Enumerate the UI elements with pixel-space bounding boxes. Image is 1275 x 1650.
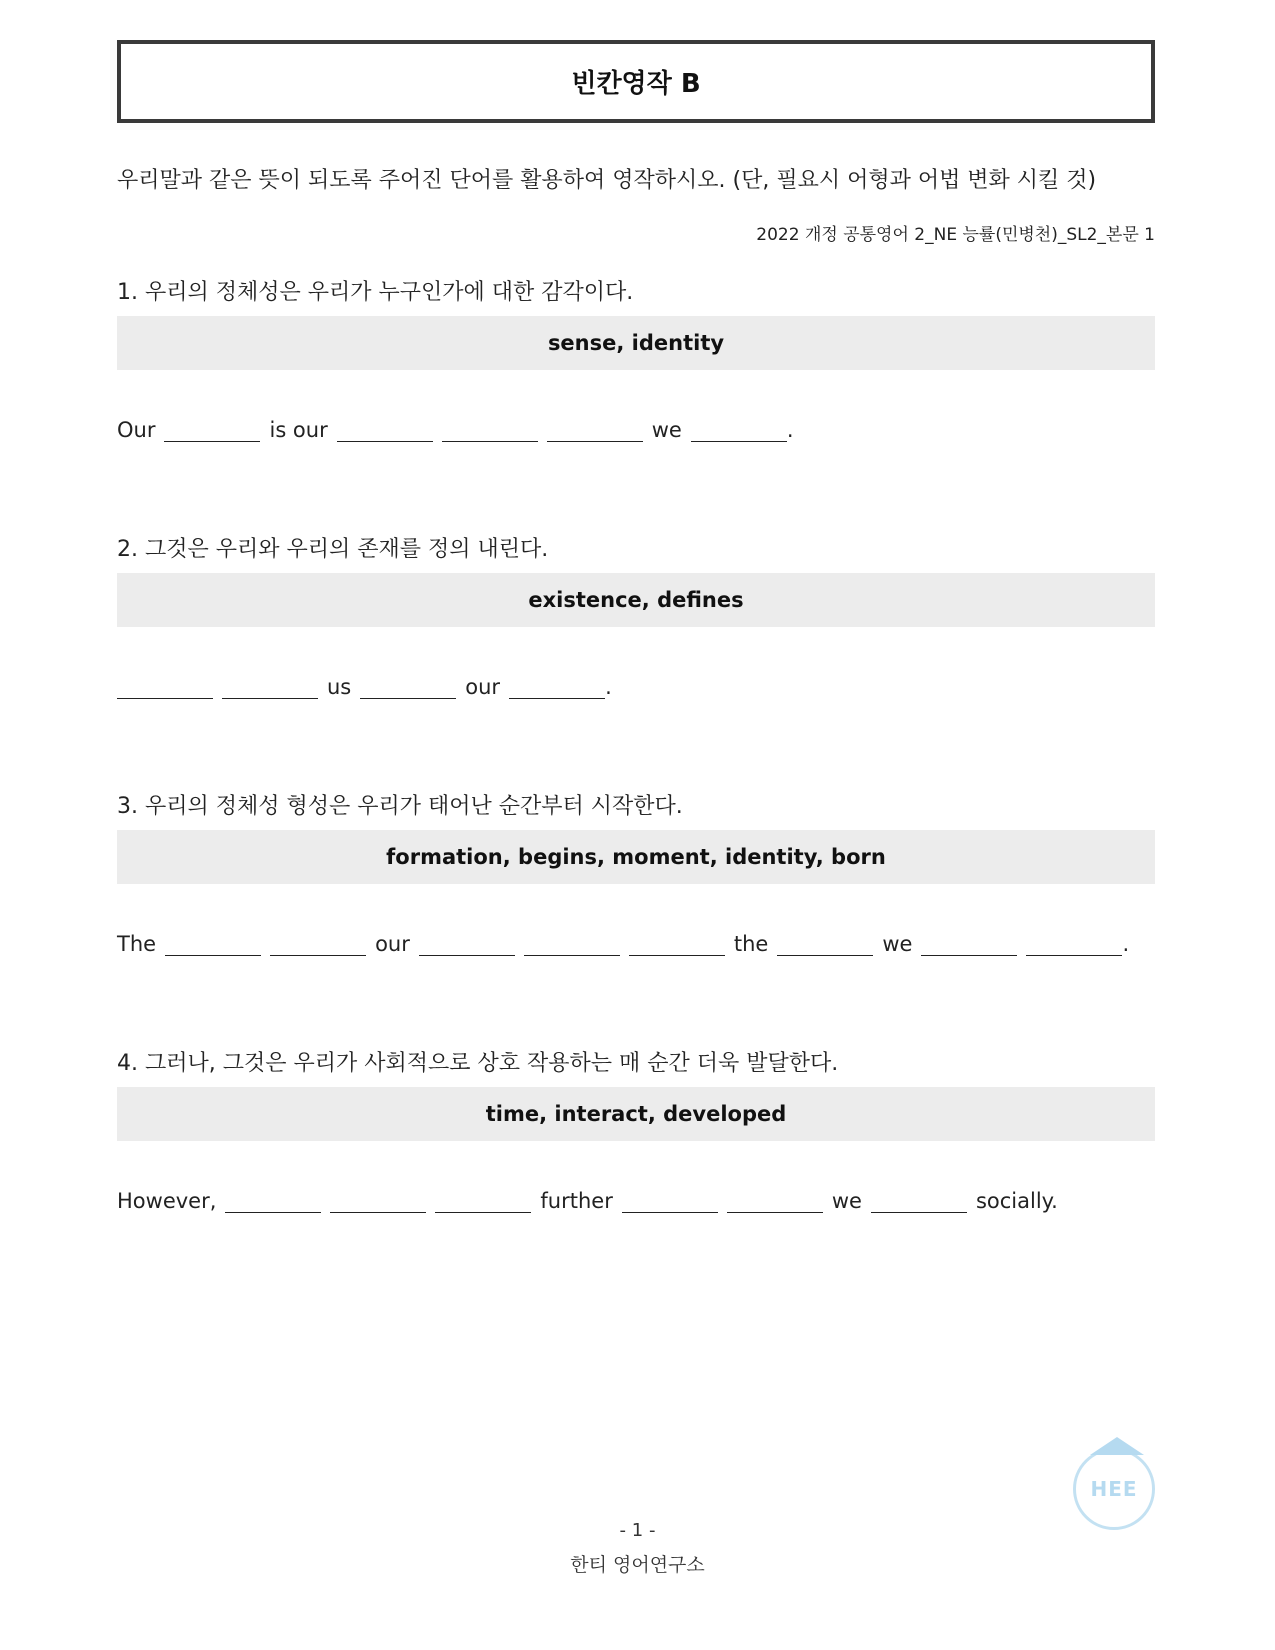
answer-word: Our [117, 418, 156, 442]
answer-line [117, 932, 1155, 956]
answer-blank[interactable] [691, 421, 787, 442]
answer-blank[interactable] [419, 935, 515, 956]
word-hint-box: formation, begins, moment, identity, born [117, 830, 1155, 884]
question-2 [117, 532, 1155, 699]
title-box [117, 40, 1155, 123]
answer-word: socially. [975, 1189, 1058, 1213]
instruction-text: 우리말과 같은 뜻이 되도록 주어진 단어를 활용하여 영작하시오. (단, 필요시 어형과 어법 변화 시킬 것) [117, 168, 1097, 193]
answer-word: our [375, 932, 410, 956]
hee-logo [1073, 1448, 1155, 1530]
answer-word: we [651, 418, 682, 442]
answer-blank[interactable] [777, 935, 873, 956]
answer-blank[interactable] [921, 935, 1017, 956]
question-1 [117, 275, 1155, 442]
answer-word: further [540, 1189, 613, 1213]
page-number: - 1 - [619, 1520, 656, 1541]
answer-blank[interactable] [164, 421, 260, 442]
question-korean: 3. 우리의 정체성 형성은 우리가 태어난 순간부터 시작한다. [117, 794, 683, 819]
answer-punctuation: . [1122, 932, 1130, 956]
institute-name: 한티 영어연구소 [570, 1554, 705, 1576]
word-hint-box: existence, defines [117, 573, 1155, 627]
answer-blank[interactable] [509, 678, 605, 699]
worksheet-page [117, 40, 1155, 1213]
answer-word: we [882, 932, 913, 956]
answer-word: our [465, 675, 501, 699]
word-hint-box: sense, identity [117, 316, 1155, 370]
answer-blank[interactable] [360, 678, 456, 699]
logo-text: HEE [1090, 1477, 1138, 1501]
question-3 [117, 789, 1155, 956]
answer-word: is our [269, 418, 328, 442]
answer-blank[interactable] [629, 935, 725, 956]
answer-blank[interactable] [117, 678, 213, 699]
answer-blank[interactable] [165, 935, 261, 956]
source-text: 2022 개정 공통영어 2_NE 능률(민병천)_SL2_본문 1 [756, 225, 1155, 245]
answer-blank[interactable] [547, 421, 643, 442]
answer-blank[interactable] [270, 935, 366, 956]
question-4 [117, 1046, 1155, 1213]
page-title: 빈칸영작 B [571, 69, 701, 99]
answer-blank[interactable] [222, 678, 318, 699]
answer-word: the [733, 932, 769, 956]
question-korean: 2. 그것은 우리와 우리의 존재를 정의 내린다. [117, 537, 549, 562]
answer-blank[interactable] [337, 421, 433, 442]
answer-blank[interactable] [524, 935, 620, 956]
answer-punctuation: . [786, 418, 794, 442]
answer-blank[interactable] [225, 1192, 321, 1213]
answer-line [117, 1189, 1155, 1213]
word-hint-box: time, interact, developed [117, 1087, 1155, 1141]
question-list [117, 275, 1155, 1213]
answer-blank[interactable] [871, 1192, 967, 1213]
answer-blank[interactable] [330, 1192, 426, 1213]
question-korean: 4. 그러나, 그것은 우리가 사회적으로 상호 작용하는 매 순간 더욱 발달한다. [117, 1051, 839, 1076]
answer-word: However, [117, 1189, 217, 1213]
answer-word: The [117, 932, 157, 956]
answer-word: we [831, 1189, 862, 1213]
answer-blank[interactable] [622, 1192, 718, 1213]
answer-blank[interactable] [435, 1192, 531, 1213]
answer-line [117, 418, 1155, 442]
answer-word: us [327, 675, 352, 699]
graduation-cap-icon [1090, 1437, 1144, 1455]
answer-punctuation: . [605, 675, 612, 699]
answer-blank[interactable] [442, 421, 538, 442]
answer-blank[interactable] [727, 1192, 823, 1213]
question-korean: 1. 우리의 정체성은 우리가 누구인가에 대한 감각이다. [117, 280, 634, 305]
answer-line [117, 675, 1155, 699]
answer-blank[interactable] [1026, 935, 1122, 956]
